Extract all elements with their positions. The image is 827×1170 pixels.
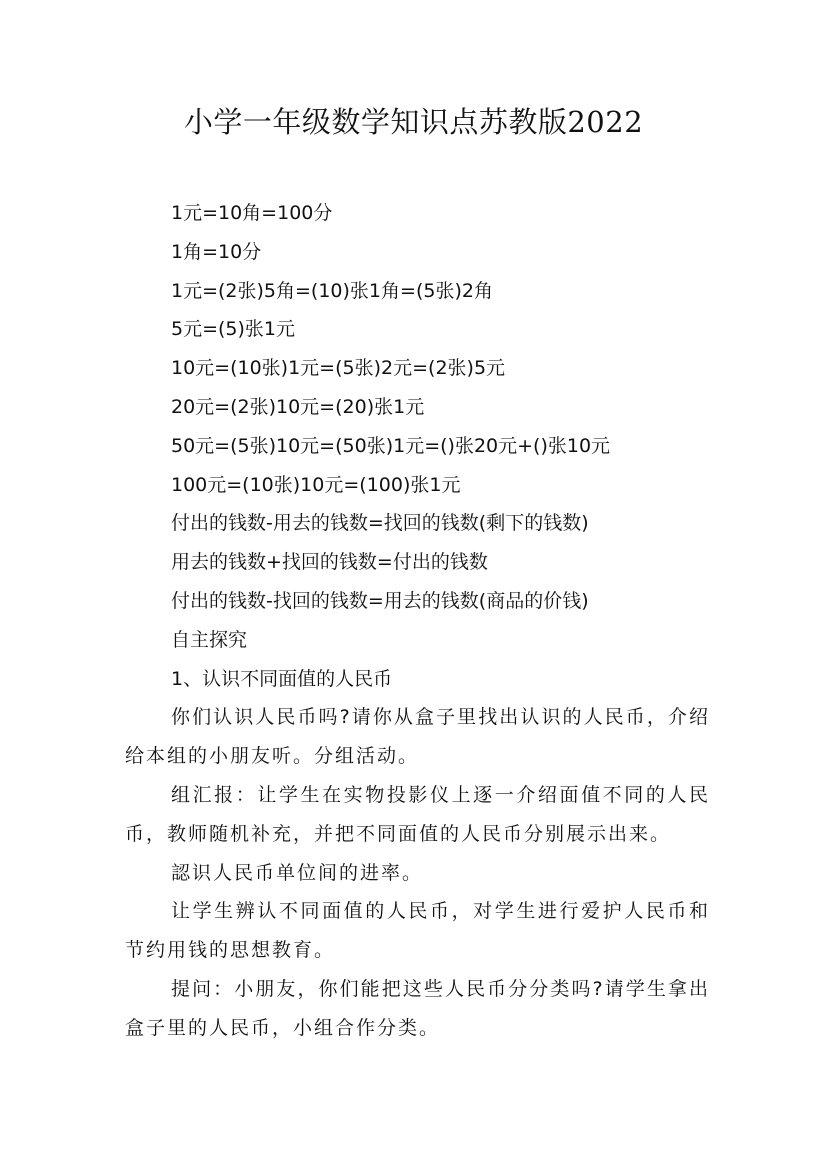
text-line: 1角=10分 <box>171 240 262 263</box>
text-line: 1元=10角=100分 <box>171 202 333 224</box>
paragraph: 组汇报：让学生在实物投影仪上逐一介绍面值不同的人民币，教师随机补充，并把不同面值的人民币分别展示出来。 <box>125 783 710 845</box>
paragraph: 让学生辨认不同面值的人民币，对学生进行爱护人民币和节约用钱的思想教育。 <box>125 900 710 962</box>
text-line: 用去的钱数+找回的钱数=付出的钱数 <box>171 551 488 574</box>
text-line: 20元=(2张)10元=(20)张1元 <box>171 395 425 418</box>
document-title: 小学一年级数学知识点苏教版2022 <box>183 105 644 139</box>
text-line: 50元=(5张)10元=(50张)1元=()张20元+()张10元 <box>171 434 611 457</box>
paragraph: 認识人民币单位间的进率。 <box>171 861 424 884</box>
text-line: 100元=(10张)10元=(100)张1元 <box>171 473 461 496</box>
text-line: 1元=(2张)5角=(10)张1角=(5张)2角 <box>171 279 493 302</box>
text-line: 5元=(5)张1元 <box>171 318 296 341</box>
document-body <box>125 194 710 1048</box>
subsection-heading: 1、认识不同面值的人民币 <box>171 667 393 690</box>
paragraph: 提问：小朋友，你们能把这些人民币分分类吗?请学生拿出盒子里的人民币，小组合作分类。 <box>125 977 710 1039</box>
text-line: 10元=(10张)1元=(5张)2元=(2张)5元 <box>171 357 506 380</box>
text-line: 付出的钱数-用去的钱数=找回的钱数(剩下的钱数) <box>171 512 589 535</box>
paragraph: 你们认识人民币吗?请你从盒子里找出认识的人民币，介绍给本组的小朋友听。分组活动。 <box>125 706 710 768</box>
text-line: 付出的钱数-找回的钱数=用去的钱数(商品的价钱) <box>171 589 589 612</box>
section-heading: 自主探究 <box>171 628 248 651</box>
